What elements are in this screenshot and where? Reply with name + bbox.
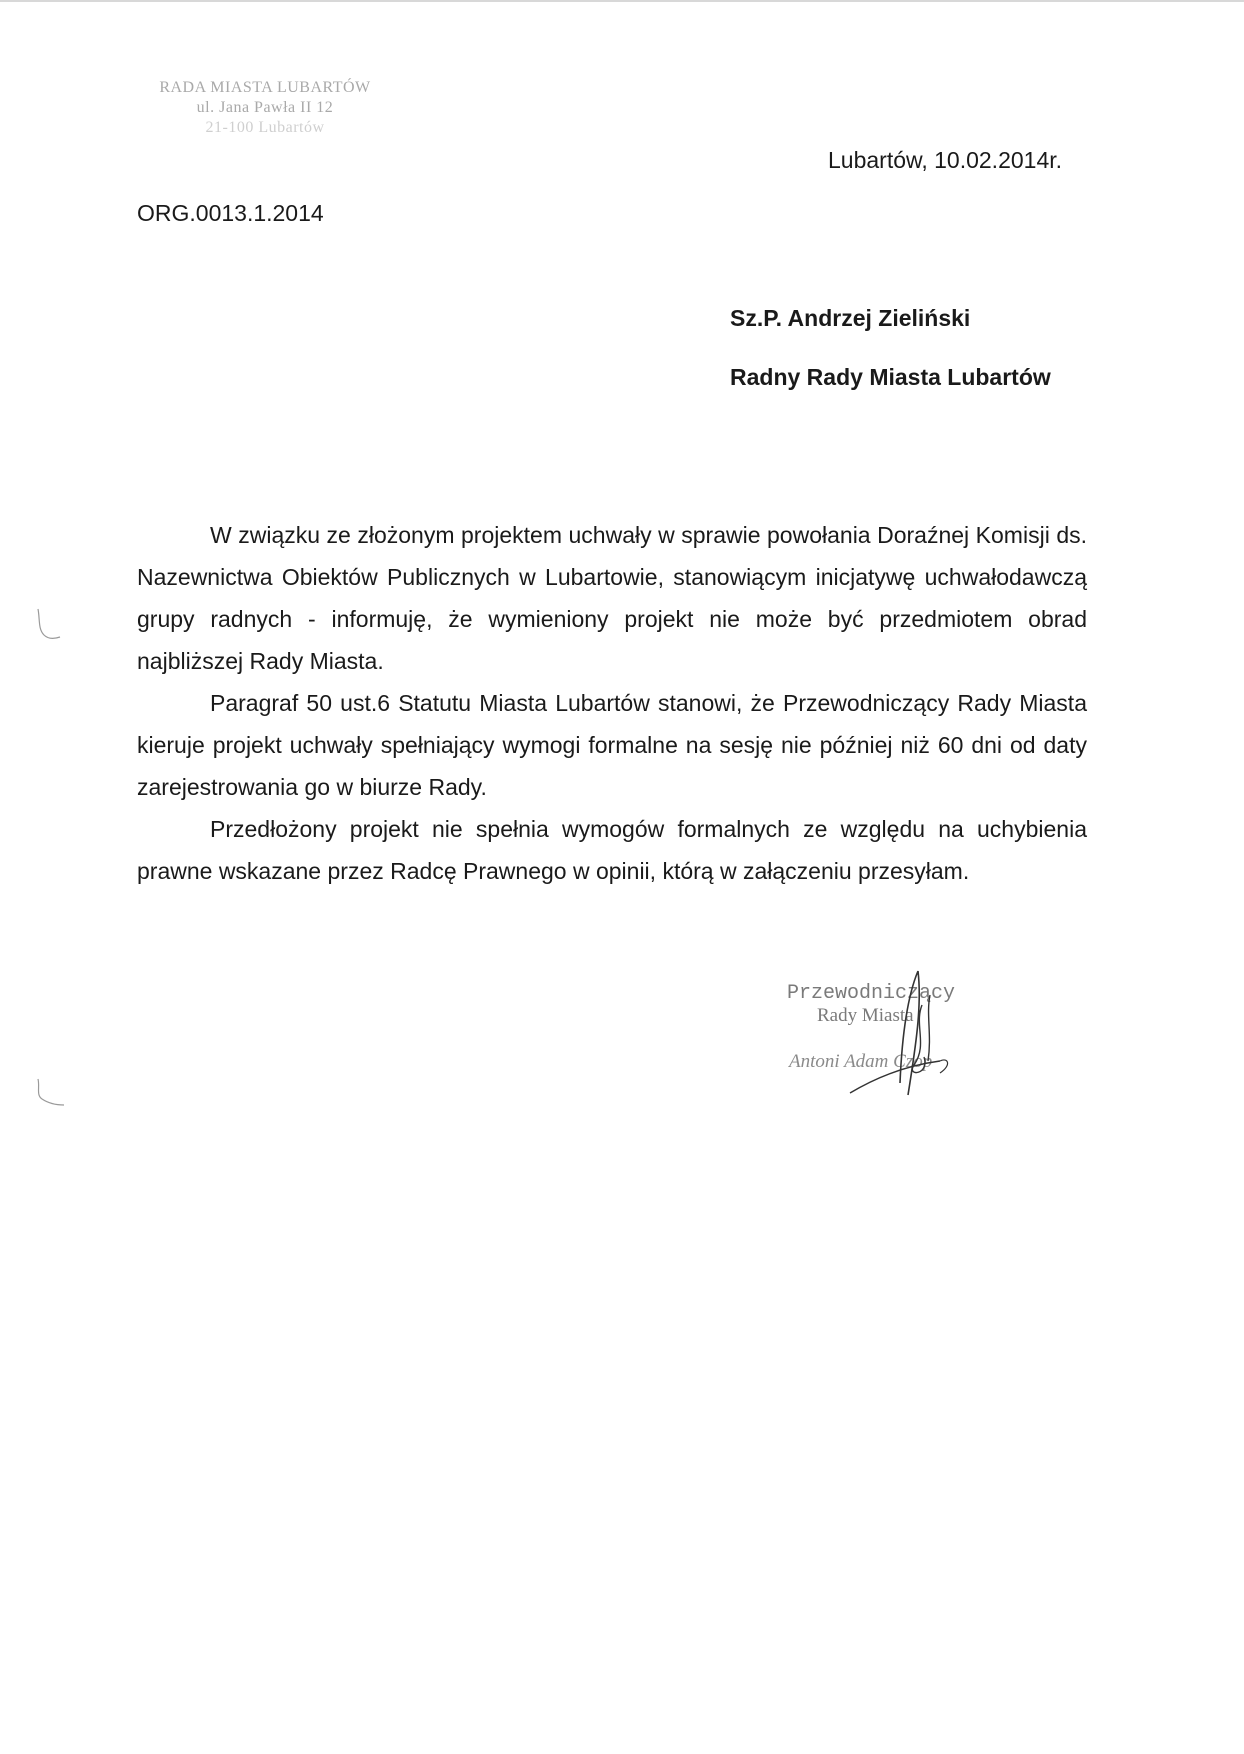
body-paragraph-3: Przedłożony projekt nie spełnia wymogów formalnych ze względu na uchybienia prawne wskazane przez Radcę Prawnego w opinii, którą w załączeniu przesyłam. [137, 816, 1087, 884]
handwritten-signature [790, 965, 990, 1105]
recipient-name: Sz.P. Andrzej Zieliński [730, 305, 971, 331]
body-paragraph-1: W związku ze złożonym projektem uchwały w sprawie powołania Doraźnej Komisji ds. Nazewnictwa Obiektów Publicznych w Lubartowie, stanowiącym inicjatywę uchwałodawczą grupy radnych - informuję, że wymieniony projekt nie może być przedmiotem obrad najbliższej Rady Miasta. [137, 522, 1087, 674]
letterhead-line-2: ul. Jana Pawła II 12 [196, 99, 334, 116]
signature-stamp-council: Rady Miasta [817, 1005, 914, 1026]
signature-stamp-title: Przewodniczący [787, 982, 956, 1005]
letterhead-line-1: RADA MIASTA LUBARTÓW [159, 79, 371, 96]
reference-number: ORG.0013.1.2014 [137, 200, 324, 226]
letterhead-line-3: 21-100 Lubartów [205, 119, 325, 136]
margin-scan-mark [30, 605, 70, 645]
body-paragraph-2: Paragraf 50 ust.6 Statutu Miasta Lubartów stanowi, że Przewodniczący Rady Miasta kieruje projekt uchwały spełniający wymogi formalne na sesję nie później niż 60 dni od daty zarejestrowania go w biurze Rady. [137, 690, 1087, 800]
recipient-title: Radny Rady Miasta Lubartów [730, 364, 1051, 390]
scan-top-edge [0, 0, 1244, 2]
margin-scan-mark [30, 1075, 70, 1115]
letter-body [137, 514, 1087, 892]
signature-stamp-name: Antoni Adam Czop [789, 1051, 933, 1072]
recipient-block [730, 305, 1130, 391]
letterhead-stamp [150, 78, 380, 138]
letter-date: Lubartów, 10.02.2014r. [828, 147, 1063, 173]
